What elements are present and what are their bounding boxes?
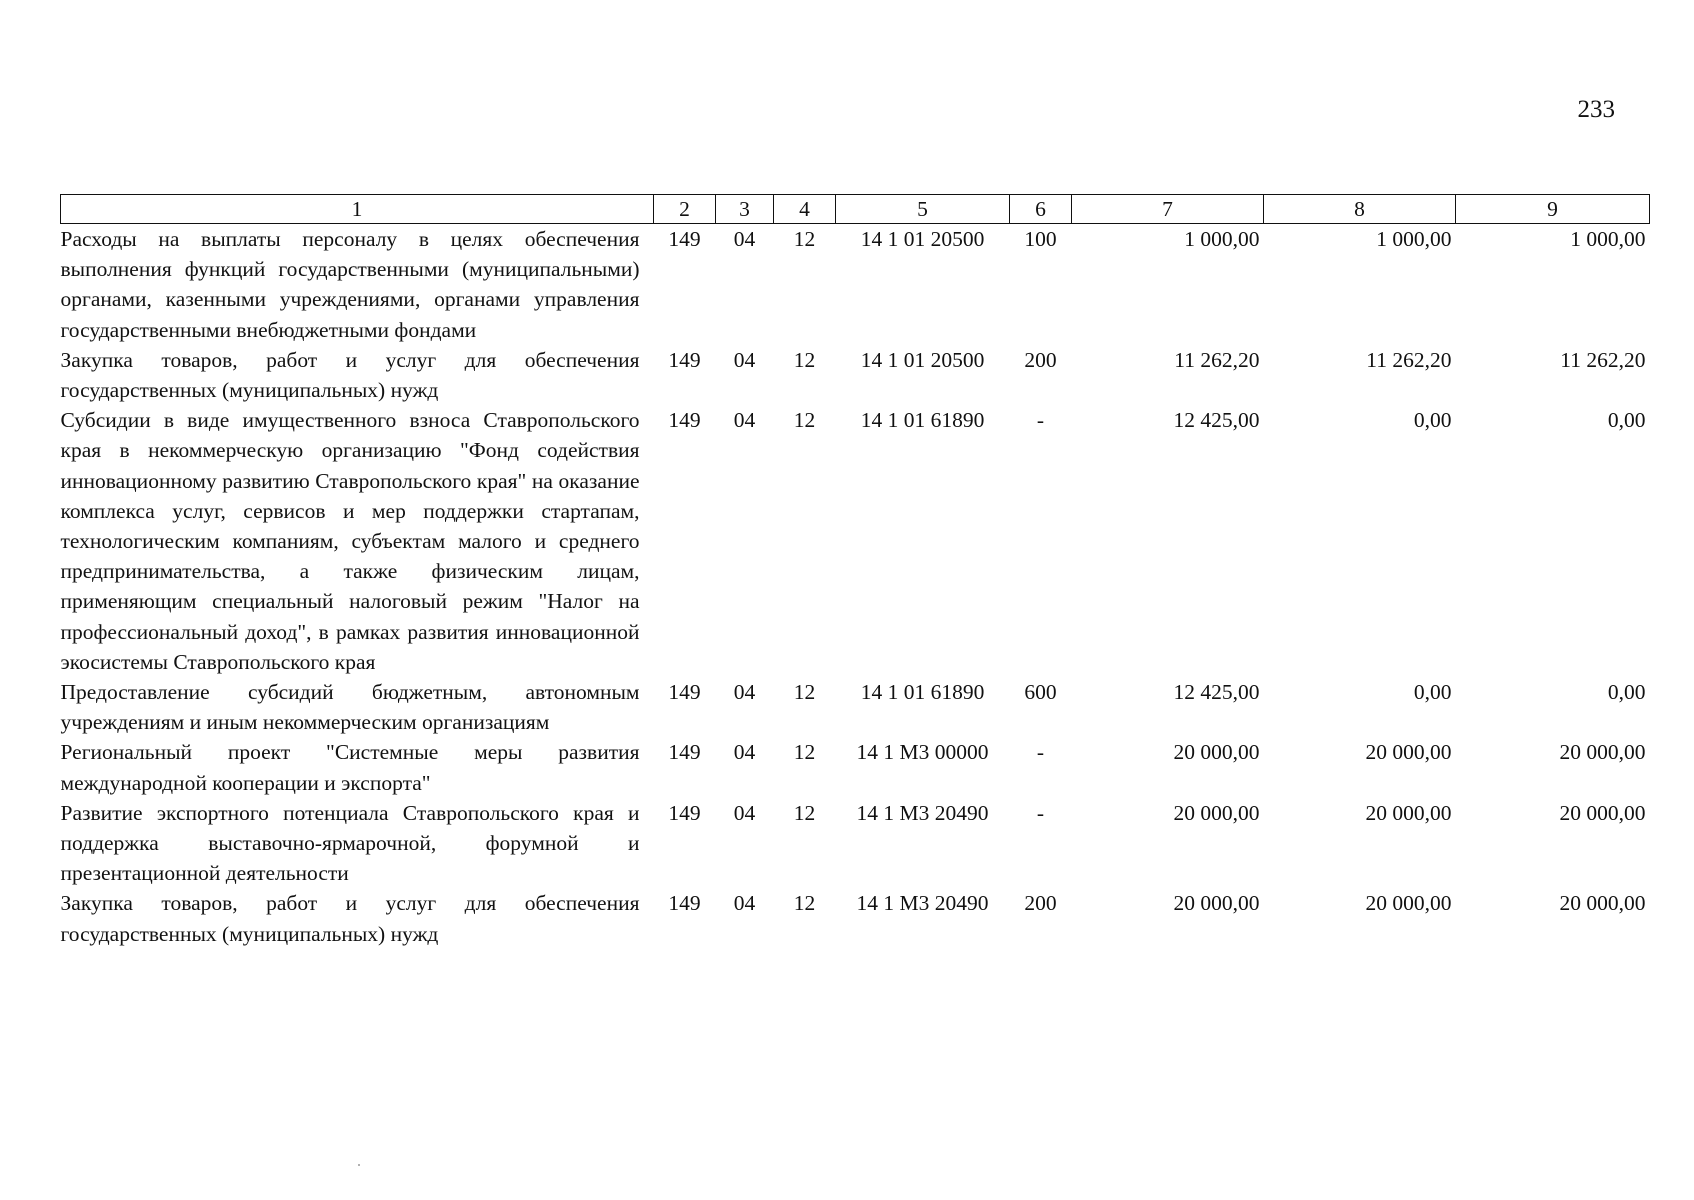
budget-table [60,194,1650,949]
row-name: Субсидии в виде имущественного взноса Ставропольского края в некоммерческую организацию "Фонд содействия инновационному развитию Ставропольского края" на оказание комплекса услуг, сервисов и мер поддержки стартапам, технологическим компаниям, субъектам малого и среднего предпринимательства, а также физическим лицам, применяющим специальный налоговый режим "Налог на профессиональный доход", в рамках развития инновационной экосистемы Ставропольского края [60,408,640,674]
row-amount-9: 1 000,00 [1570,227,1646,251]
row-name: Закупка товаров, работ и услуг для обеспечения государственных (муниципальных) нужд [60,891,640,946]
row-amount-9: 20 000,00 [1559,800,1646,825]
row-amount-8: 11 262,20 [1366,347,1452,372]
row-amount-8: 20 000,00 [1365,891,1452,916]
row-amount-7: 1 000,00 [1184,227,1260,251]
row-subsection: 12 [793,408,816,433]
row-subsection: 12 [793,891,816,916]
page-number: 233 [1577,96,1615,123]
row-amount-7: 20 000,00 [1173,891,1260,916]
header-cell-7: 7 [1072,195,1264,224]
row-subsection: 12 [793,680,816,705]
table-row [61,345,1650,405]
row-amount-7: 20 000,00 [1173,800,1260,825]
row-amount-7: 20 000,00 [1173,740,1260,765]
row-target-code: 14 1 01 61890 [860,680,985,705]
row-section: 04 [733,680,756,705]
row-amount-7: 11 262,20 [1174,347,1260,372]
row-subsection: 12 [793,800,816,825]
row-section: 04 [733,800,756,825]
row-amount-8: 0,00 [1413,680,1452,705]
row-amount-8: 0,00 [1413,408,1452,433]
table-row [61,224,1650,345]
row-target-code: 14 1 01 20500 [860,227,985,251]
row-amount-9: 11 262,20 [1560,347,1646,372]
row-expense-type: - [1036,740,1045,765]
row-section: 04 [733,227,756,251]
row-admin-code: 149 [668,227,701,251]
row-target-code: 14 1 М3 20490 [856,800,989,825]
row-admin-code: 149 [668,800,701,825]
scan-speck [358,1164,360,1166]
row-amount-7: 12 425,00 [1173,408,1260,433]
header-row [61,195,1650,224]
row-expense-type: 100 [1024,227,1057,251]
row-name: Предоставление субсидий бюджетным, автономным учреждениям и иным некоммерческим организациям [60,680,640,735]
row-section: 04 [733,347,756,372]
row-subsection: 12 [793,227,816,251]
row-target-code: 14 1 М3 20490 [856,891,989,916]
row-name: Региональный проект "Системные меры развития международной кооперации и экспорта" [60,740,640,795]
row-expense-type: - [1036,408,1045,433]
row-amount-7: 12 425,00 [1173,680,1260,705]
row-amount-9: 20 000,00 [1559,740,1646,765]
row-admin-code: 149 [668,891,701,916]
row-subsection: 12 [793,347,816,372]
row-expense-type: 200 [1024,891,1057,916]
row-expense-type: - [1036,800,1045,825]
header-cell-4: 4 [774,195,836,224]
header-cell-5: 5 [836,195,1010,224]
header-cell-2: 2 [654,195,716,224]
header-cell-6: 6 [1010,195,1072,224]
table-row [61,677,1650,737]
table-row [61,405,1650,677]
row-name: Расходы на выплаты персоналу в целях обеспечения выполнения функций государственными (муниципальными) органами, казенными учреждениями, органами управления государственными внебюджетными фондами [60,227,640,342]
row-admin-code: 149 [668,680,701,705]
row-section: 04 [733,408,756,433]
row-target-code: 14 1 01 20500 [860,347,985,372]
row-amount-9: 0,00 [1607,408,1646,433]
row-amount-9: 0,00 [1607,680,1646,705]
row-admin-code: 149 [668,740,701,765]
row-admin-code: 149 [668,408,701,433]
header-cell-8: 8 [1264,195,1456,224]
row-amount-8: 1 000,00 [1376,227,1452,251]
row-amount-8: 20 000,00 [1365,800,1452,825]
row-expense-type: 600 [1024,680,1057,705]
row-amount-8: 20 000,00 [1365,740,1452,765]
row-subsection: 12 [793,740,816,765]
row-name: Развитие экспортного потенциала Ставропольского края и поддержка выставочно-ярмарочной, форумной и презентационной деятельности [60,800,640,886]
row-expense-type: 200 [1024,347,1057,372]
row-amount-9: 20 000,00 [1559,891,1646,916]
table-row [61,737,1650,797]
row-target-code: 14 1 01 61890 [860,408,985,433]
row-admin-code: 149 [668,347,701,372]
table-row [61,798,1650,889]
row-name: Закупка товаров, работ и услуг для обеспечения государственных (муниципальных) нужд [60,347,640,403]
table-row [61,888,1650,948]
row-section: 04 [733,891,756,916]
row-section: 04 [733,740,756,765]
row-target-code: 14 1 М3 00000 [856,740,989,765]
header-cell-9: 9 [1456,195,1650,224]
header-cell-1: 1 [61,195,654,224]
header-cell-3: 3 [716,195,774,224]
